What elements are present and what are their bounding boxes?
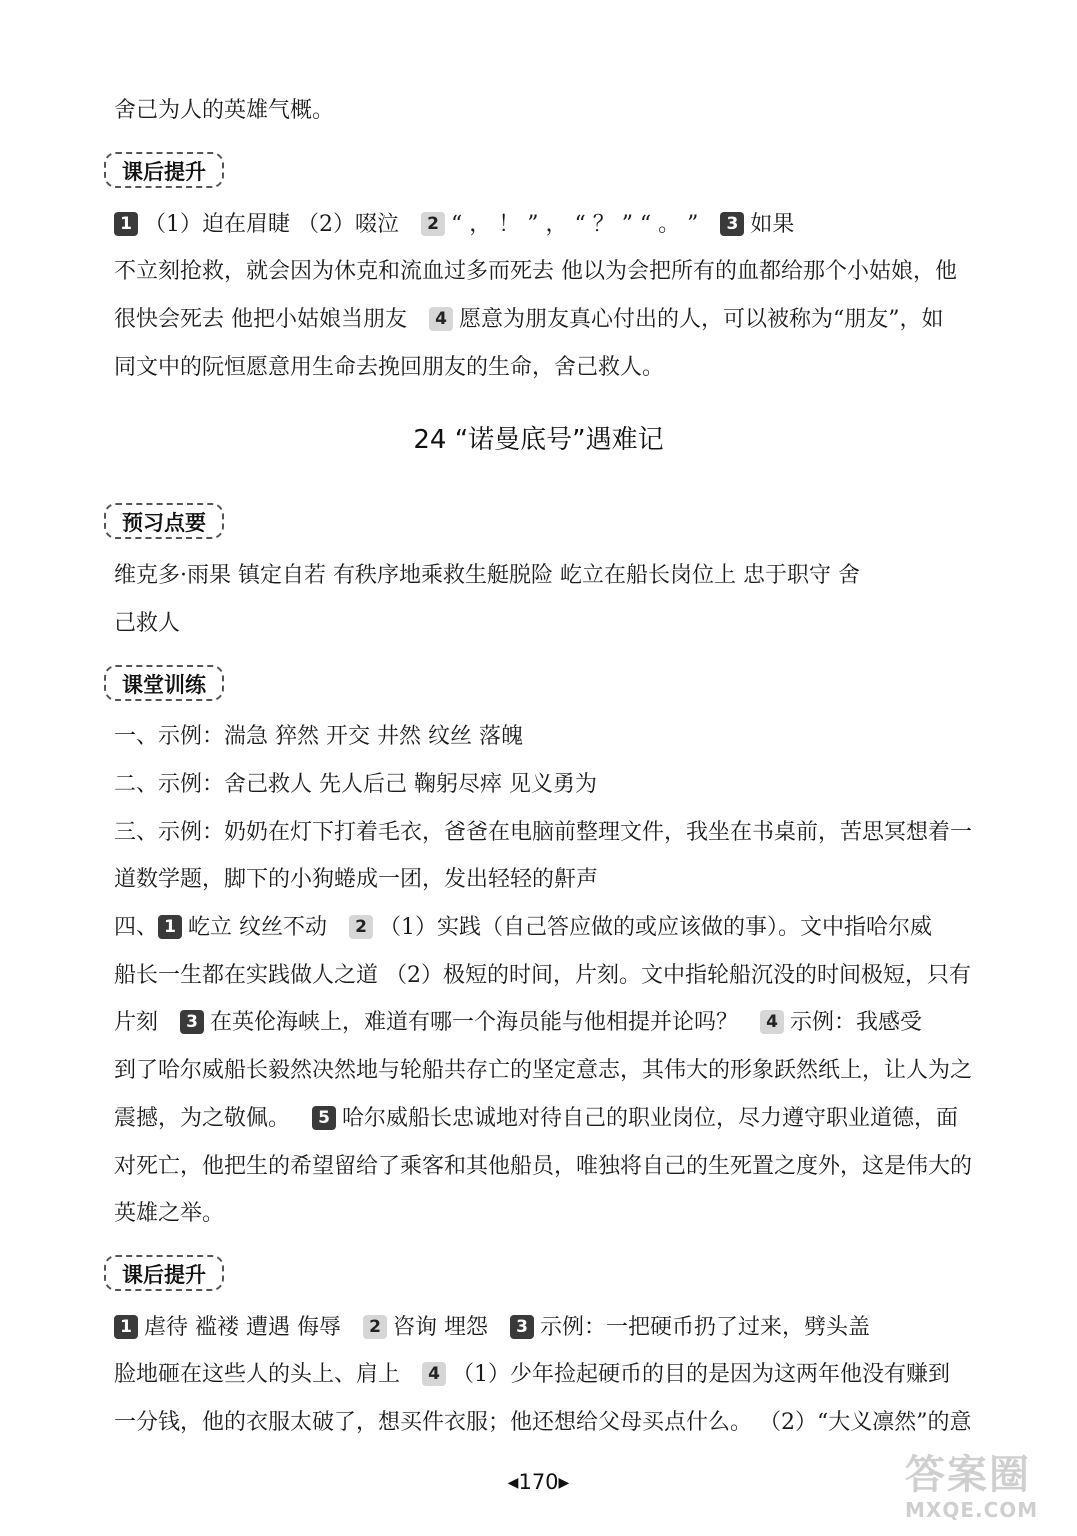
question-number-marker: 1	[114, 212, 138, 236]
answer-text: （1）迫在眉睫 （2）啜泣	[144, 212, 399, 237]
answer-text: 震撼，为之敬佩。	[114, 1106, 291, 1131]
text-line	[114, 1360, 986, 1390]
text-line: 三、示例：奶奶在灯下打着毛衣，爸爸在电脑前整理文件，我坐在书桌前，苦思冥想着一	[114, 820, 973, 845]
answer-text: （1）少年捡起硬币的目的是因为这两年他没有赚到	[452, 1362, 951, 1387]
answer-text: 如果	[750, 212, 795, 237]
question-number-marker: 3	[180, 1010, 204, 1034]
answer-text: 哈尔威船长忠诚地对待自己的职业岗位，尽力遵守职业道德，面	[342, 1106, 959, 1131]
text-line: 一、示例：湍急 猝然 开交 井然 纹丝 落魄	[114, 724, 523, 749]
text-line	[114, 1104, 986, 1134]
text-line: 不立刻抢救，就会因为休克和流血过多而死去 他以为会把所有的血都给那个小姑娘，他	[114, 259, 957, 284]
text-line: 二、示例：舍己救人 先人后己 鞠躬尽瘁 见义勇为	[114, 772, 597, 797]
answer-text: 愿意为朋友真心付出的人，可以被称为“朋友”，如	[459, 307, 944, 332]
text-line: 同文中的阮恒愿意用生命去挽回朋友的生命，舍己救人。	[114, 355, 665, 380]
text-line: 维克多·雨果 镇定自若 有秩序地乘救生艇脱险 屹立在船长岗位上 忠于职守 舍	[114, 563, 860, 588]
text-line: 舍己为人的英雄气概。	[114, 98, 335, 123]
answer-text: 很快会死去 他把小姑娘当朋友	[114, 307, 407, 332]
section-header-after-class: 课后提升	[104, 152, 224, 188]
question-number-marker: 3	[720, 212, 744, 236]
answer-text: 四、	[114, 915, 159, 940]
answer-text: （1）实践（自己答应做的或应该做的事）。文中指哈尔威	[379, 915, 933, 940]
watermark-logo	[905, 1452, 1055, 1530]
watermark-bottom: MXQE.COM	[905, 1498, 1039, 1522]
answer-text: 虐待 褴褛 遭遇 侮辱	[144, 1315, 341, 1340]
question-number-marker: 2	[421, 212, 445, 236]
answer-text: 在英伦海峡上，难道有哪一个海员能与他相提并论吗？	[210, 1010, 739, 1035]
answer-text: “ ， ！ ” ， “ ？ ” “ 。 ”	[451, 212, 699, 237]
text-line	[114, 1313, 986, 1343]
page-number-value: 170	[518, 1470, 559, 1494]
section-header-preview: 预习点要	[104, 503, 224, 539]
text-line: 英雄之举。	[114, 1201, 225, 1226]
text-line: 道数学题，脚下的小狗蜷成一团，发出轻轻的鼾声	[114, 867, 599, 892]
right-triangle-icon: ▶	[558, 1475, 570, 1491]
answer-text: 脸地砸在这些人的头上、肩上	[114, 1362, 401, 1387]
text-line: 己救人	[114, 611, 181, 636]
answer-text: 屹立 纹丝不动	[188, 915, 328, 940]
text-line: 一分钱，他的衣服太破了，想买件衣服；他还想给父母买点什么。 （2）“大义凛然”的意	[114, 1410, 972, 1435]
question-number-marker: 4	[760, 1010, 784, 1034]
text-line: 到了哈尔威船长毅然决然地与轮船共存亡的坚定意志，其伟大的形象跃然纸上，让人为之	[114, 1058, 973, 1083]
answer-text: 片刻	[114, 1010, 159, 1035]
question-number-marker: 5	[312, 1106, 336, 1130]
text-line	[114, 305, 986, 335]
text-line: 对死亡，他把生的希望留给了乘客和其他船员，唯独将自己的生死置之度外，这是伟大的	[114, 1154, 973, 1179]
answer-text: 示例：我感受	[790, 1010, 923, 1035]
question-number-marker: 3	[510, 1315, 534, 1339]
question-number-marker: 2	[349, 915, 373, 939]
question-number-marker: 4	[429, 307, 453, 331]
question-number-marker: 1	[114, 1315, 138, 1339]
question-number-marker: 4	[422, 1362, 446, 1386]
text-line	[114, 913, 986, 943]
text-line	[114, 1008, 986, 1038]
text-line: 船长一生都在实践做人之道 （2）极短的时间，片刻。文中指轮船沉没的时间极短，只有	[114, 963, 971, 988]
answer-text: 咨询 埋怨	[392, 1315, 488, 1340]
question-number-marker: 1	[158, 915, 182, 939]
answer-text: 示例：一把硬币扔了过来，劈头盖	[539, 1315, 870, 1340]
lesson-title: 24 “诺曼底号”遇难记	[413, 425, 664, 455]
watermark-top: 答案圈	[905, 1452, 1031, 1498]
section-header-after-class: 课后提升	[104, 1255, 224, 1291]
question-number-marker: 2	[363, 1315, 387, 1339]
left-triangle-icon: ◀	[507, 1475, 519, 1491]
text-line	[114, 210, 986, 240]
section-header-classroom: 课堂训练	[104, 665, 224, 701]
